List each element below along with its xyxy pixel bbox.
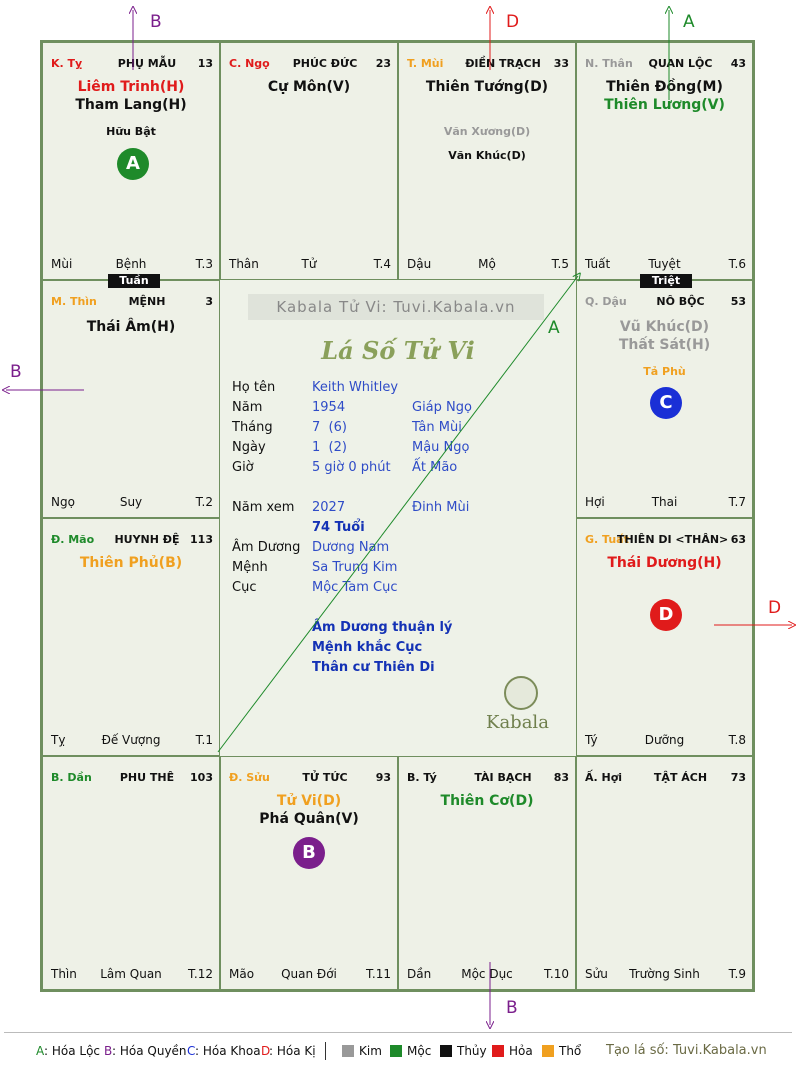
house-label: TÀI BẠCH (474, 771, 532, 784)
cell-footer-left: Ngọ (51, 495, 75, 509)
minor-star: Tả Phù (643, 365, 686, 378)
legend-b-text: : Hóa Quyền (112, 1044, 187, 1058)
cell-footer-left: Dần (407, 967, 432, 981)
value-nam-can: Giáp Ngọ (412, 400, 472, 415)
legend-a-text: : Hóa Lộc (44, 1044, 101, 1058)
branch-label: B. Tý (407, 771, 437, 784)
cell-footer-mid: Mộc Dục (461, 967, 513, 981)
cell-footer-left: Mùi (51, 257, 73, 271)
tuan-tag: Tuần (108, 274, 160, 288)
cell-footer-mid: Trường Sinh (629, 967, 700, 981)
main-star: Thiên Lương(V) (604, 97, 725, 113)
house-number: 53 (730, 295, 746, 308)
main-star: Thiên Cơ(D) (440, 793, 534, 809)
arrow-label-d-top: D (506, 12, 520, 32)
chart-logo-title: Lá Số Tử Vi (321, 336, 475, 365)
house-number: 103 (190, 771, 213, 784)
value-gio-can: Ất Mão (412, 460, 458, 475)
house-number: 13 (197, 57, 213, 70)
minor-star: Văn Khúc(D) (448, 149, 526, 162)
branch-label: N. Thân (585, 57, 633, 70)
cell-footer-left: Hợi (585, 495, 605, 509)
arrow-label-b-left: B (10, 362, 22, 382)
arrow-label-d-right: D (768, 598, 782, 618)
cell-footer-right: T.6 (728, 257, 746, 271)
label-nam: Năm (232, 400, 263, 415)
cell-footer-mid: Lâm Quan (100, 967, 162, 981)
note-than-cu: Thân cư Thiên Di (312, 660, 435, 675)
cell-footer-right: T.1 (195, 733, 213, 747)
branch-label: Đ. Mão (51, 533, 95, 546)
minor-star: Văn Xương(D) (443, 125, 531, 138)
hoa-khoa-marker: C (650, 387, 682, 419)
cell-footer-right: T.5 (551, 257, 569, 271)
triet-tag: Triệt (640, 274, 692, 288)
main-star: Vũ Khúc(D) (619, 319, 710, 335)
minor-star: Hữu Bật (106, 125, 156, 138)
legend-d-text: : Hóa Kị (269, 1044, 316, 1058)
legend-tho: Thổ (559, 1044, 582, 1058)
cell-footer-mid: Đế Vượng (101, 733, 161, 747)
value-thang-can: Tân Mùi (412, 420, 462, 435)
house-label: PHỤ MẪU (117, 57, 177, 70)
note-am-duong: Âm Dương thuận lý (312, 620, 453, 635)
legend-kim: Kim (359, 1044, 382, 1058)
value-ngay-can: Mậu Ngọ (412, 440, 470, 455)
cell-footer-left: Thìn (51, 967, 77, 981)
branch-label: Q. Dậu (585, 295, 627, 308)
branch-label: C. Ngọ (229, 57, 270, 70)
cell-footer-mid: Thai (651, 495, 678, 509)
cell-footer-left: Mão (229, 967, 255, 981)
cell-footer-right: T.11 (366, 967, 391, 981)
arrow-diag-a (218, 276, 578, 752)
house-label: NÔ BỘC (656, 295, 705, 308)
house-number: 73 (730, 771, 746, 784)
house-number: 93 (375, 771, 391, 784)
branch-label: M. Thìn (51, 295, 97, 308)
house-label: MỆNH (128, 295, 166, 308)
hoa-quyen-marker: B (293, 837, 325, 869)
cell-footer-mid: Suy (119, 495, 143, 509)
cell-footer-mid: Dưỡng (644, 733, 685, 747)
branch-label: Ấ. Hợi (585, 771, 623, 784)
house-number: 63 (730, 533, 746, 546)
legend-site: Tạo lá số: Tuvi.Kabala.vn (606, 1043, 767, 1058)
label-ngay: Ngày (232, 440, 266, 455)
cell-footer-mid: Quan Đới (281, 967, 337, 981)
house-label: QUAN LỘC (648, 57, 713, 70)
cell-footer-left: Sửu (585, 967, 608, 981)
main-star: Tham Lang(H) (75, 97, 187, 113)
legend-moc: Mộc (407, 1044, 432, 1058)
house-label: PHU THÊ (119, 771, 175, 784)
branch-label: K. Tỵ (51, 57, 83, 70)
cell-footer-mid: Bệnh (115, 257, 147, 271)
cell-footer-mid: Tuyệt (648, 257, 681, 271)
value-tuoi: 74 Tuổi (312, 520, 365, 535)
house-label: THIÊN DI <THÂN> (617, 533, 729, 546)
house-number: 33 (553, 57, 569, 70)
legend-a-key: A (36, 1044, 45, 1058)
legend-c-text: : Hóa Khoa (195, 1044, 261, 1058)
main-star: Phá Quân(V) (259, 811, 359, 827)
main-star: Tử Vi(D) (276, 793, 342, 809)
arrow-label-a-diag: A (548, 318, 560, 338)
cell-footer-right: T.3 (195, 257, 213, 271)
cell-footer-right: T.2 (195, 495, 213, 509)
legend-hoa: Hỏa (509, 1044, 533, 1058)
cell-footer-left: Tuất (585, 257, 611, 271)
house-label: TẬT ÁCH (653, 771, 708, 784)
label-cuc: Cục (232, 580, 257, 595)
cell-footer-mid: Mộ (478, 257, 496, 271)
label-ho-ten: Họ tên (232, 380, 276, 395)
cell-footer-mid: Tử (301, 257, 317, 271)
main-star: Thái Dương(H) (607, 555, 722, 571)
main-star: Liêm Trinh(H) (77, 79, 185, 95)
value-ho-ten: Keith Whitley (312, 380, 399, 395)
legend-d-key: D (261, 1044, 271, 1058)
cell-footer-left: Dậu (407, 257, 432, 271)
hoa-ki-marker: D (650, 599, 682, 631)
cell-footer-right: T.10 (544, 967, 569, 981)
label-am-duong: Âm Dương (232, 540, 301, 555)
value-menh: Sa Trung Kim (312, 560, 398, 575)
branch-label: T. Mùi (407, 57, 444, 70)
legend-b-key: B (104, 1044, 113, 1058)
cell-footer-left: Tỵ (51, 733, 66, 747)
main-star: Cự Môn(V) (267, 79, 351, 95)
house-number: 3 (205, 295, 213, 308)
value-thang: 7 (6) (312, 420, 347, 435)
main-star: Thất Sát(H) (618, 337, 711, 353)
main-star: Thiên Tướng(D) (425, 79, 549, 95)
value-gio: 5 giờ 0 phút (312, 460, 391, 475)
value-nam-xem-can: Đinh Mùi (412, 500, 470, 515)
hoa-loc-marker: A (117, 148, 149, 180)
legend-c-key: C (187, 1044, 196, 1058)
label-thang: Tháng (232, 420, 273, 435)
house-number: 83 (553, 771, 569, 784)
arrow-label-a-top: A (683, 12, 695, 32)
house-number: 43 (730, 57, 746, 70)
cell-footer-right: T.7 (728, 495, 746, 509)
legend-thuy: Thủy (457, 1044, 487, 1058)
cell-footer-right: T.8 (728, 733, 746, 747)
house-label: ĐIỀN TRẠCH (465, 57, 541, 70)
branch-label: G. Tuất (585, 533, 629, 546)
main-star: Thái Âm(H) (86, 319, 176, 335)
arrow-label-b-top: B (150, 12, 162, 32)
value-cuc: Mộc Tam Cục (312, 580, 398, 595)
house-number: 113 (190, 533, 213, 546)
main-star: Thiên Đồng(M) (606, 79, 723, 95)
cell-footer-left: Thân (229, 257, 259, 271)
label-gio: Giờ (232, 460, 254, 475)
main-star: Thiên Phủ(B) (79, 555, 183, 571)
house-label: HUYNH ĐỆ (114, 533, 180, 546)
value-ngay: 1 (2) (312, 440, 347, 455)
note-menh-cuc: Mệnh khắc Cục (312, 640, 423, 655)
kabala-brand: Kabala (486, 712, 549, 733)
branch-label: Đ. Sửu (229, 771, 270, 784)
watermark-banner: Kabala Tử Vi: Tuvi.Kabala.vn (248, 294, 544, 320)
label-menh: Mệnh (232, 560, 268, 575)
label-nam-xem: Năm xem (232, 500, 295, 515)
house-label: TỬ TỨC (302, 771, 348, 784)
branch-label: B. Dần (51, 771, 92, 784)
value-nam: 1954 (312, 400, 346, 415)
arrow-label-b-bottom: B (506, 998, 518, 1018)
value-am-duong: Dương Nam (312, 540, 390, 555)
cell-footer-right: T.12 (188, 967, 213, 981)
cell-footer-right: T.9 (728, 967, 746, 981)
cell-footer-right: T.4 (373, 257, 391, 271)
house-number: 23 (375, 57, 391, 70)
house-label: PHÚC ĐỨC (292, 57, 358, 70)
cell-footer-left: Tý (585, 733, 598, 747)
value-nam-xem: 2027 (312, 500, 346, 515)
